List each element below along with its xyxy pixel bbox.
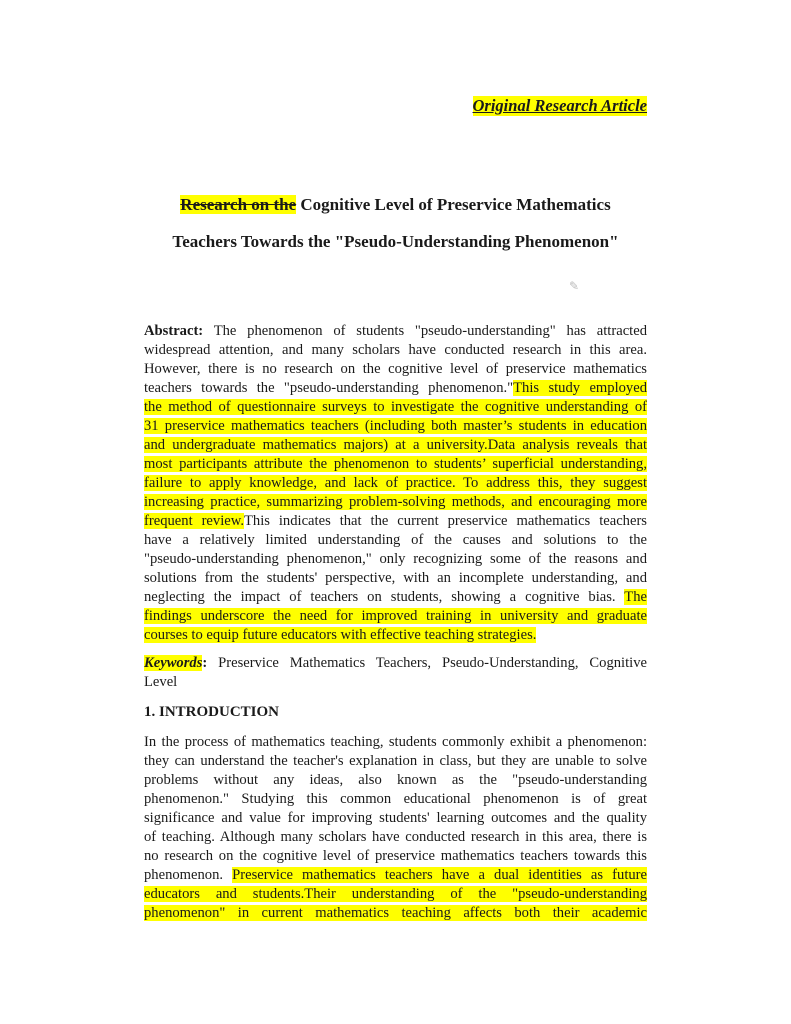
text-segment: However, there is no research on the cognitive level of preservice mathematics (144, 361, 647, 377)
text-line (144, 752, 647, 771)
text-segment: neglecting the impact of teachers on students, showing a cognitive bias. (144, 589, 625, 605)
text-segment: : (202, 655, 208, 671)
highlighted-text: 31 preservice mathematics teachers (including both master’s students in education (144, 418, 647, 434)
text-line (144, 847, 647, 866)
highlighted-text: Preservice mathematics teachers have a dual identities as future (232, 867, 647, 883)
text-segment: In the process of mathematics teaching, students commonly exhibit a phenomenon: (144, 734, 647, 750)
title-struck-text: Research on the (180, 195, 297, 214)
highlighted-text: increasing practice, summarizing problem-solving methods, and encouraging more (144, 494, 647, 510)
highlighted-text: The (624, 589, 647, 605)
text-segment: The phenomenon of students "pseudo-understanding" has attracted (203, 323, 647, 339)
text-line (144, 866, 647, 885)
text-line (144, 654, 647, 673)
highlighted-text: failure to apply knowledge, and lack of practice. To address this, they suggest (144, 475, 647, 491)
highlighted-text: This study employed (513, 380, 647, 396)
text-segment: phenomenon." Studying this common educational phenomenon is of great (144, 791, 647, 807)
text-line (144, 550, 647, 569)
text-segment: no research on the cognitive level of preservice mathematics teachers towards this (144, 848, 647, 864)
text-segment: significance and value for improving students' learning outcomes and the quality (144, 810, 647, 826)
text-line (144, 607, 647, 626)
text-line (144, 322, 647, 341)
text-line (144, 398, 647, 417)
abstract (144, 322, 647, 645)
text-line (144, 588, 647, 607)
text-segment: "pseudo-understanding phenomenon," only recognizing some of the reasons and (144, 551, 647, 567)
text-segment: have a relatively limited understanding of the causes and solutions to the (144, 532, 647, 548)
text-segment: problems without any ideas, also known as the "pseudo-understanding (144, 772, 647, 788)
text-line (144, 531, 647, 550)
section-heading: 1. INTRODUCTION (144, 704, 280, 720)
text-line (144, 790, 647, 809)
text-segment: solutions from the students' perspective, with an incomplete understanding, and (144, 570, 647, 586)
title-line-2: Teachers Towards the "Pseudo-Understanding Phenomenon" (172, 232, 619, 251)
pencil-icon: ✎ (569, 279, 580, 293)
text-line (144, 885, 647, 904)
text-line (144, 455, 647, 474)
text-line (144, 673, 647, 692)
keywords (144, 654, 647, 692)
title-text: Cognitive Level of Preservice Mathematics (296, 195, 611, 214)
highlighted-text: courses to equip future educators with effective teaching strategies. (144, 627, 537, 643)
highlighted-text: phenomenon" in current mathematics teaching affects both their academic (144, 905, 647, 921)
article-type-label: Original Research Article (472, 96, 647, 115)
text-line (144, 626, 647, 645)
text-segment: widespread attention, and many scholars have conducted research in this area. (144, 342, 647, 358)
text-segment: Level (144, 674, 178, 690)
text-line (144, 733, 647, 752)
highlighted-text: and undergraduate mathematics majors) at a university.Data analysis reveals that (144, 437, 647, 453)
text-line (144, 360, 647, 379)
title-line-1 (0, 195, 791, 215)
highlighted-text: frequent review. (144, 513, 244, 529)
highlighted-text: the method of questionnaire surveys to investigate the cognitive understanding of (144, 399, 647, 415)
text-segment: Abstract: (144, 323, 204, 339)
highlighted-text: most participants attribute the phenomenon to students’ superficial understanding, (144, 456, 647, 472)
text-line (144, 341, 647, 360)
text-line (144, 904, 647, 923)
text-line (144, 493, 647, 512)
text-segment: they can understand the teacher's explanation in class, but they are unable to solve (144, 753, 647, 769)
text-segment: of teaching. Although many scholars have conducted research in this area, there is (144, 829, 647, 845)
text-line (144, 512, 647, 531)
text-line (144, 474, 647, 493)
text-line (144, 809, 647, 828)
text-line (144, 417, 647, 436)
text-line (144, 771, 647, 790)
highlighted-text: educators and students.Their understanding of the "pseudo-understanding (144, 886, 647, 902)
text-segment: This indicates that the current preservice mathematics teachers (243, 513, 647, 529)
highlighted-text: Keywords (144, 655, 203, 671)
highlighted-text: findings underscore the need for improved training in university and graduate (144, 608, 647, 624)
text-line (144, 828, 647, 847)
text-line (144, 379, 647, 398)
introduction-paragraph (144, 733, 647, 923)
text-segment: phenomenon. (144, 867, 233, 883)
text-segment: teachers towards the "pseudo-understanding phenomenon." (144, 380, 514, 396)
text-line (144, 436, 647, 455)
text-segment: Preservice Mathematics Teachers, Pseudo-Understanding, Cognitive (207, 655, 647, 671)
text-line (144, 569, 647, 588)
